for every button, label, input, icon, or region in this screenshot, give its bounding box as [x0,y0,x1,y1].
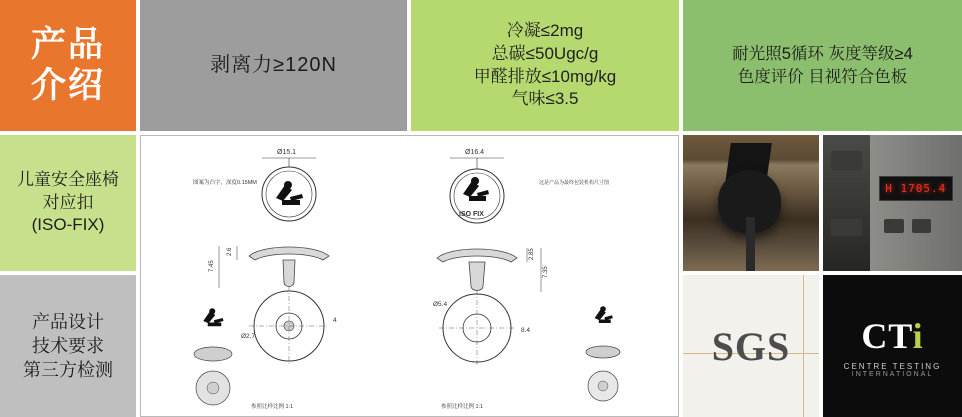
technical-drawing-svg [141,136,678,416]
dim-left-small-diameter: Ø2.7 [241,333,256,340]
page-title-line-1: 产品 [30,25,105,65]
photo-test-machine-clamp [683,135,819,271]
photo-2-button-2 [831,219,862,235]
spec-line-2: 总碳≤50Ugc/g [491,43,599,63]
left-icon-swatch [203,308,223,326]
light-fastness-box [683,0,962,131]
peel-strength-box [140,0,407,131]
drawing-note-left: 图案为凸字，深度0.15MM [193,180,257,186]
spec-line-4: 气味≤3.5 [511,89,579,109]
dim-right-h2: 7.35 [543,266,549,278]
dim-left-h2: 7.45 [209,260,215,272]
drawing-scale-left: 参照比样比例 1:1 [251,404,294,410]
cti-certification-logo [823,275,962,417]
drawing-note-right: 这是产品为最终包装机构尺寸图 [539,180,610,186]
dim-right-mid-width: 8.4 [521,327,531,334]
emission-spec-box [411,0,679,131]
design-line-3: 第三方检测 [23,360,113,381]
isofix-icon [463,177,489,201]
spec-line-3: 甲醛排放≤10mg/kg [473,66,617,86]
isofix-icon-label: ISO FIX [459,211,484,218]
child-seat-icon [276,181,303,205]
right-icon-swatch [595,306,613,323]
light-fastness-line-1: 耐光照5循环 灰度等级≥4 [732,45,913,64]
isofix-line-3: (ISO-FIX) [31,215,105,235]
cti-subtitle-1: CENTRE TESTING [843,361,942,371]
cti-logo-text [861,315,923,357]
isofix-line-1: 儿童安全座椅 [17,169,119,189]
design-line-2: 技术要求 [32,335,104,356]
photo-1-rod [746,217,756,271]
sidebar-label-isofix [0,135,136,271]
drawing-scale-right: 参照比样比例 1:1 [441,404,484,410]
sgs-logo-text: SGS [711,323,791,369]
page-title [0,0,136,131]
cti-background [823,275,962,417]
isofix-line-2: 对应扣 [42,192,94,212]
photo-control-panel [823,135,962,271]
page-title-line-2: 介绍 [30,65,105,105]
left-section-view [249,247,329,287]
technical-drawing-panel [140,135,679,417]
sgs-certification-logo [683,275,819,417]
design-line-1: 产品设计 [32,311,104,332]
cti-subtitle-2: INTERNATIONAL [851,370,934,378]
sidebar-label-design [0,275,136,417]
dim-top-right-diameter: Ø16.4 [465,149,485,156]
photo-2-button-4 [912,219,931,233]
photo-2-button-1 [831,151,862,170]
dim-left-h1: 2.6 [227,247,233,256]
dim-top-left-diameter: Ø15.1 [277,149,297,156]
light-fastness-line-2: 色度评价 目视符合色板 [737,67,908,86]
spec-line-1: 冷凝≤2mg [506,20,584,40]
cti-logo-main: CT [861,315,913,356]
led-display-value: H 1705.4 [885,181,947,195]
dim-left-mid-width: 4 [333,317,337,324]
dim-right-small-diameter: Ø5.4 [433,301,448,308]
led-display [879,176,953,201]
peel-strength-text: 剥离力≥120N [210,54,337,76]
cti-logo-accent: i [912,315,924,356]
photo-2-button-3 [884,219,903,233]
dim-right-h1: 2.85 [529,248,535,260]
right-section-view [437,249,517,291]
